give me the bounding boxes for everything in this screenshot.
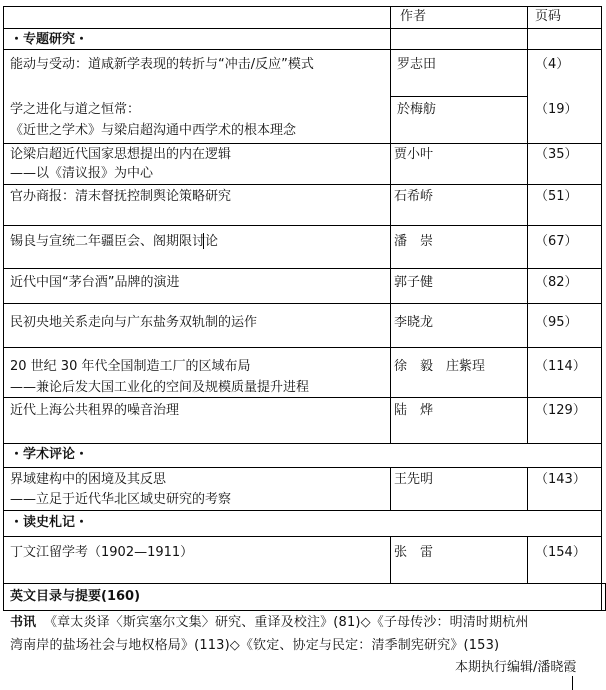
- article-title: 近代上海公共租界的噪音治理: [10, 403, 180, 418]
- row-line: [3, 225, 602, 226]
- executive-editor: 本期执行编辑/潘晓霞: [455, 660, 577, 675]
- col-sep-author: [390, 6, 391, 49]
- article-page: （51）: [535, 189, 578, 204]
- table-border-right: [601, 6, 602, 610]
- section-title-special-topics: ・专题研究・: [10, 32, 89, 47]
- article-author: 石希峤: [394, 189, 434, 204]
- article-subtitle: ——以《清议报》为中心: [10, 166, 154, 181]
- row-line: [390, 96, 528, 97]
- header-bottom-line: [3, 28, 602, 29]
- article-author: 陆 烨: [394, 403, 434, 418]
- article-page: （19）: [535, 102, 578, 117]
- article-title: 学之进化与道之恒常：: [10, 102, 141, 117]
- article-page: （154）: [535, 545, 586, 560]
- article-page: （95）: [535, 315, 578, 330]
- book-news-line: 湾南岸的盐场社会与地权格局》(113)◇《钦定、协定与民定：清季制宪研究》(153): [10, 638, 500, 653]
- article-author: 李晓龙: [394, 315, 434, 330]
- section-line: [3, 536, 602, 537]
- table-border-left: [3, 6, 4, 610]
- book-news-label: 书讯: [10, 615, 37, 630]
- article-subtitle: ——兼论后发大国工业化的空间及规模质量提升进程: [10, 380, 310, 395]
- article-title: 近代中国“茅台酒”品牌的演进: [10, 275, 180, 290]
- article-title: 能动与受动：道咸新学表现的转折与“冲击/反应”模式: [10, 57, 314, 72]
- article-title: 官办商报：清末督抚控制舆论策略研究: [10, 189, 232, 204]
- book-news-line: 《章太炎译〈斯宾塞尔文集〉研究、重译及校注》(81)◇《子母传沙：明清时期杭州: [44, 615, 529, 630]
- article-author: 徐 毅 庄紫珵: [394, 359, 486, 374]
- article-title: 民初央地关系走向与广东盐务双轨制的运作: [10, 315, 258, 330]
- article-author: 王先明: [394, 472, 434, 487]
- text-cursor: [203, 233, 204, 249]
- row-line: [3, 303, 602, 304]
- header-page: 页码: [535, 9, 562, 24]
- section-line: [3, 610, 606, 611]
- article-author: 罗志田: [397, 57, 437, 72]
- article-title: 锡良与宣统二年疆臣会、阁期限讨论: [10, 234, 219, 249]
- article-page: （35）: [535, 147, 578, 162]
- article-subtitle: 《近世之学术》与梁启超沟通中西学术的根本理念: [10, 123, 297, 138]
- article-author: 潘 崇: [394, 234, 434, 249]
- article-author: 张 雷: [394, 545, 434, 560]
- article-title: 论梁启超近代国家思想提出的内在逻辑: [10, 147, 232, 162]
- article-title: 界域建构中的困境及其反思: [10, 472, 167, 487]
- article-title: 20 世纪 30 年代全国制造工厂的区域布局: [10, 359, 251, 374]
- article-page: （114）: [535, 359, 586, 374]
- article-author: 於梅舫: [397, 102, 437, 117]
- section-line: [3, 443, 602, 444]
- section-title-reading-notes: ・读史札记・: [10, 515, 89, 530]
- article-page: （4）: [535, 57, 570, 72]
- article-subtitle: ——立足于近代华北区域史研究的考察: [10, 492, 232, 507]
- article-title: 丁文江留学考（1902—1911）: [10, 545, 194, 560]
- article-page: （143）: [535, 472, 586, 487]
- col-sep-page: [527, 49, 528, 443]
- section-line: [3, 510, 602, 511]
- col-sep-page: [527, 467, 528, 510]
- table-corner-mark: [572, 676, 573, 690]
- article-page: （67）: [535, 234, 578, 249]
- col-sep-author: [390, 49, 391, 443]
- row-line: [3, 268, 602, 269]
- row-line: [3, 347, 602, 348]
- article-page: （82）: [535, 275, 578, 290]
- col-sep-author: [390, 536, 391, 583]
- col-sep-page: [527, 6, 528, 49]
- section-line: [3, 467, 602, 468]
- article-page: （129）: [535, 403, 586, 418]
- section-title-academic-review: ・学术评论・: [10, 447, 89, 462]
- row-line: [3, 397, 602, 398]
- english-toc: 英文目录与提要(160): [10, 589, 141, 604]
- table-top-line: [3, 6, 602, 7]
- article-author: 贾小叶: [394, 147, 434, 162]
- section-line: [3, 49, 602, 50]
- col-sep-page: [527, 536, 528, 583]
- article-author: 郭子健: [394, 275, 434, 290]
- header-author: 作者: [400, 9, 427, 24]
- row-line: [3, 184, 602, 185]
- col-sep-author: [390, 467, 391, 510]
- row-line: [3, 143, 602, 144]
- section-line: [3, 583, 606, 584]
